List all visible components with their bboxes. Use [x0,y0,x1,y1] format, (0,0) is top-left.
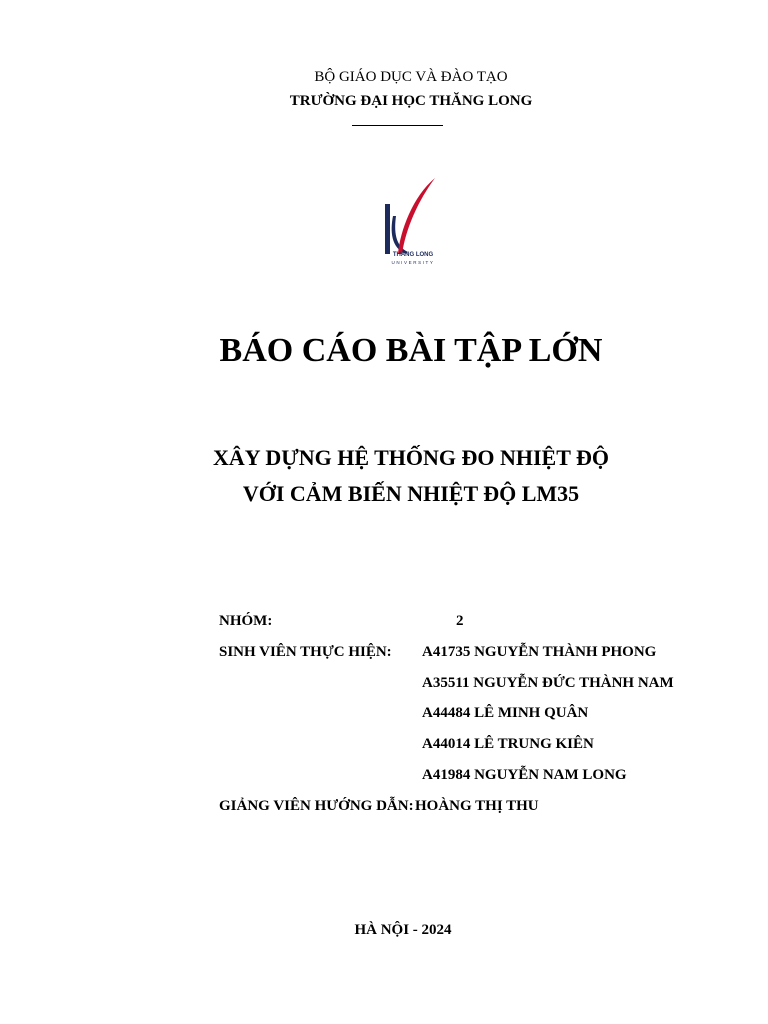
report-title: BÁO CÁO BÀI TẬP LỚN [219,332,603,369]
header-divider [352,125,443,126]
students-label: SINH VIÊN THỰC HIỆN: [219,644,392,660]
ministry-heading: BỘ GIÁO DỤC VÀ ĐÀO TẠO [314,69,508,85]
advisor-label: GIẢNG VIÊN HƯỚNG DẪN: [219,798,414,814]
group-label: NHÓM: [219,613,273,629]
student-item: A41984 NGUYỄN NAM LONG [422,767,627,783]
logo-name-line2: UNIVERSITY [391,260,435,265]
logo-name-line1: THANG LONG [392,252,434,258]
student-item: A41735 NGUYỄN THÀNH PHONG [422,644,657,660]
advisor-value: HOÀNG THỊ THU [415,798,539,814]
report-subtitle-line2: VỚI CẢM BIẾN NHIỆT ĐỘ LM35 [242,481,580,506]
logo-navy-bar [385,204,390,254]
report-subtitle-line1: XÂY DỰNG HỆ THỐNG ĐO NHIỆT ĐỘ [212,445,610,470]
place-and-year: HÀ NỘI - 2024 [354,922,452,938]
university-heading: TRƯỜNG ĐẠI HỌC THĂNG LONG [289,93,533,109]
logo-wordmark [378,252,448,266]
logo-red-swoosh [398,178,435,254]
student-item: A35511 NGUYỄN ĐỨC THÀNH NAM [422,675,674,691]
student-item: A44014 LÊ TRUNG KIÊN [422,736,594,752]
group-value: 2 [456,613,464,629]
student-item: A44484 LÊ MINH QUÂN [422,705,589,721]
